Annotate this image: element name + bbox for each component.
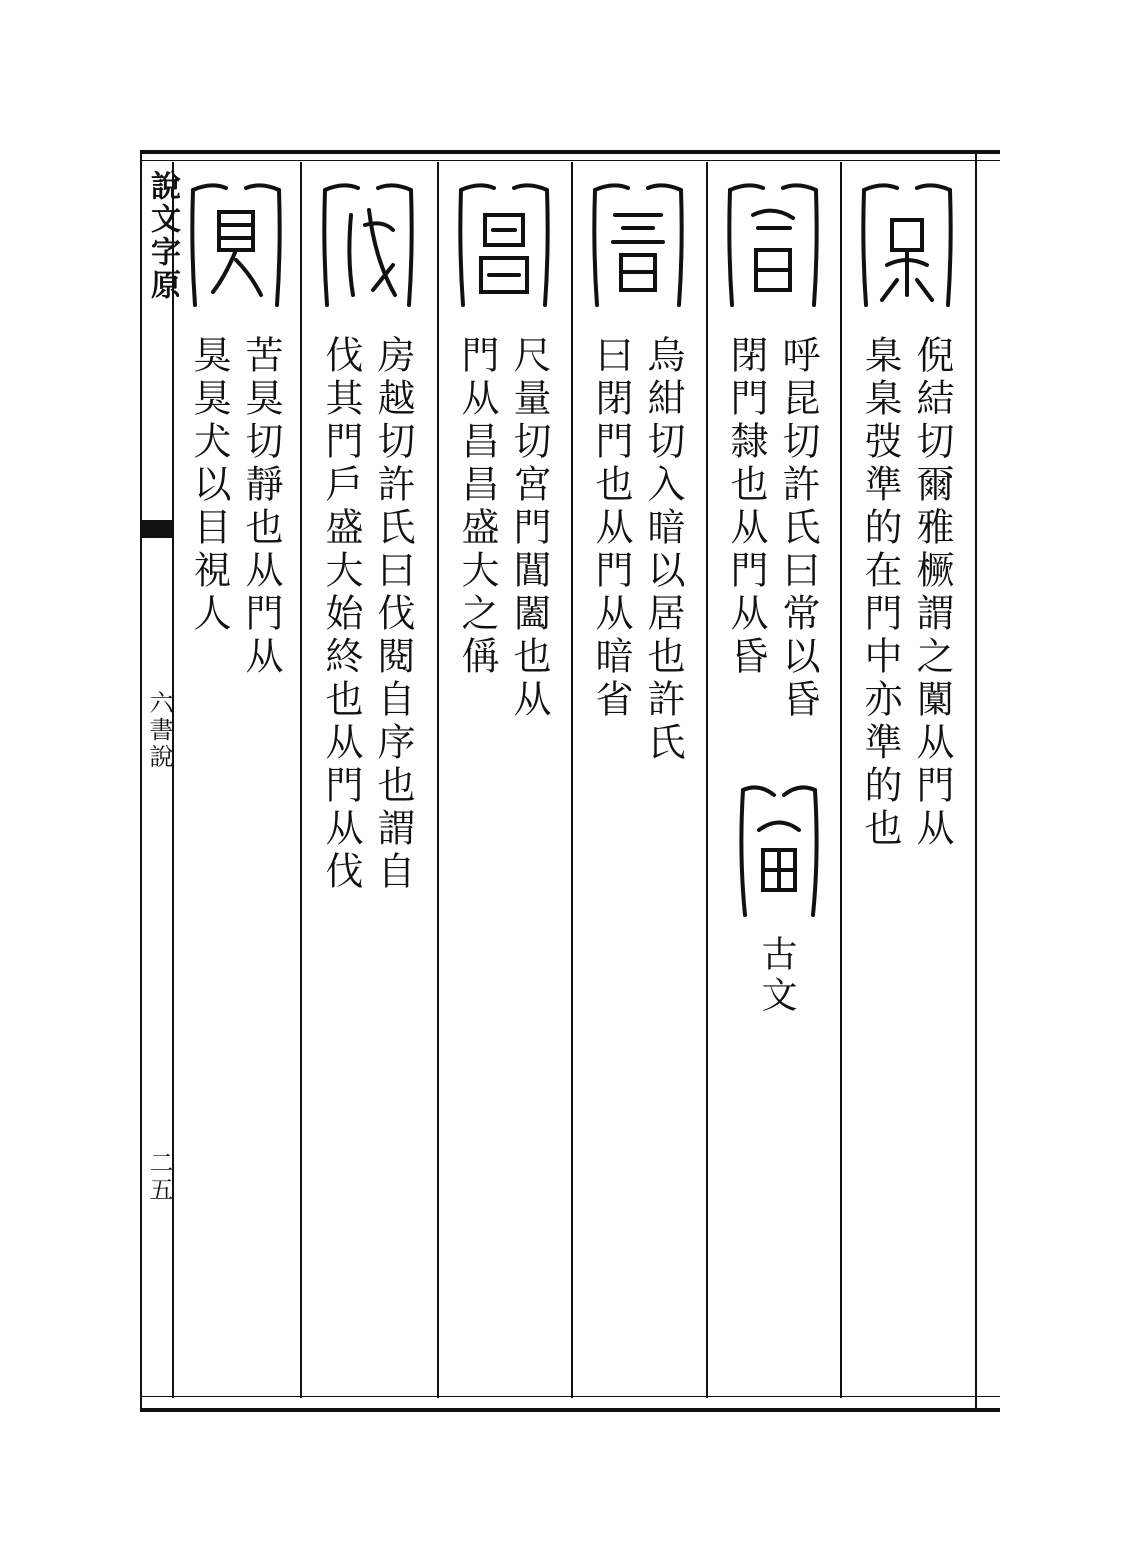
seal-glyph-fa: [304, 165, 432, 315]
guwen-seal-variant: [729, 775, 829, 925]
entry-text-line: 房越切許氏曰伐閱自序也謂自: [371, 335, 415, 894]
seal-glyph-chang: [440, 165, 568, 315]
bottom-border-thick: [140, 1408, 1000, 1412]
bottom-border-thin: [140, 1396, 1000, 1397]
entry-text-line: 狊狊犬以目視人: [187, 335, 231, 636]
column-divider: [571, 162, 573, 1398]
entry-text-line: 烏紺切入暗以居也許氏: [641, 335, 685, 765]
entry-text-line: 尺量切宮門閶闔也从: [507, 335, 551, 722]
fish-tail-mark: [142, 520, 172, 538]
entry-text-line: 曰閉門也从門从暗省: [589, 335, 633, 722]
top-border-thick: [140, 150, 1000, 154]
column-divider: [706, 162, 708, 1398]
margin-page-number: 二五: [145, 1150, 173, 1204]
margin-section-title: 六書說: [145, 690, 173, 771]
column-divider: [840, 162, 842, 1398]
right-frame-border: [975, 150, 977, 1412]
entry-text-line: 呼昆切許氏曰常以昏: [776, 335, 820, 722]
margin-book-title: 說文字原: [145, 170, 180, 302]
guwen-label: 古文: [756, 935, 797, 1017]
top-border-thin: [140, 160, 1000, 161]
margin-border-right: [172, 162, 174, 1398]
entry-text-line: 門从昌昌盛大之偁: [455, 335, 499, 679]
column-divider: [437, 162, 439, 1398]
column-divider: [300, 162, 302, 1398]
margin-border-left: [140, 150, 142, 1412]
entry-text-line: 伐其門戶盛大始終也从門从伐: [319, 335, 363, 894]
seal-glyph-hun: [709, 165, 837, 315]
entry-text-line: 臬臬弢準的在門中亦準的也: [858, 335, 902, 851]
seal-glyph-qu: [172, 165, 300, 315]
entry-text-line: 苦狊切靜也从門从: [239, 335, 283, 679]
entry-text-line: 閉門隸也从門从昏: [724, 335, 768, 679]
entry-text-line: 倪結切爾雅橛謂之闑从門从: [910, 335, 954, 851]
seal-glyph-nie: [843, 165, 971, 315]
seal-glyph-an: [574, 165, 702, 315]
